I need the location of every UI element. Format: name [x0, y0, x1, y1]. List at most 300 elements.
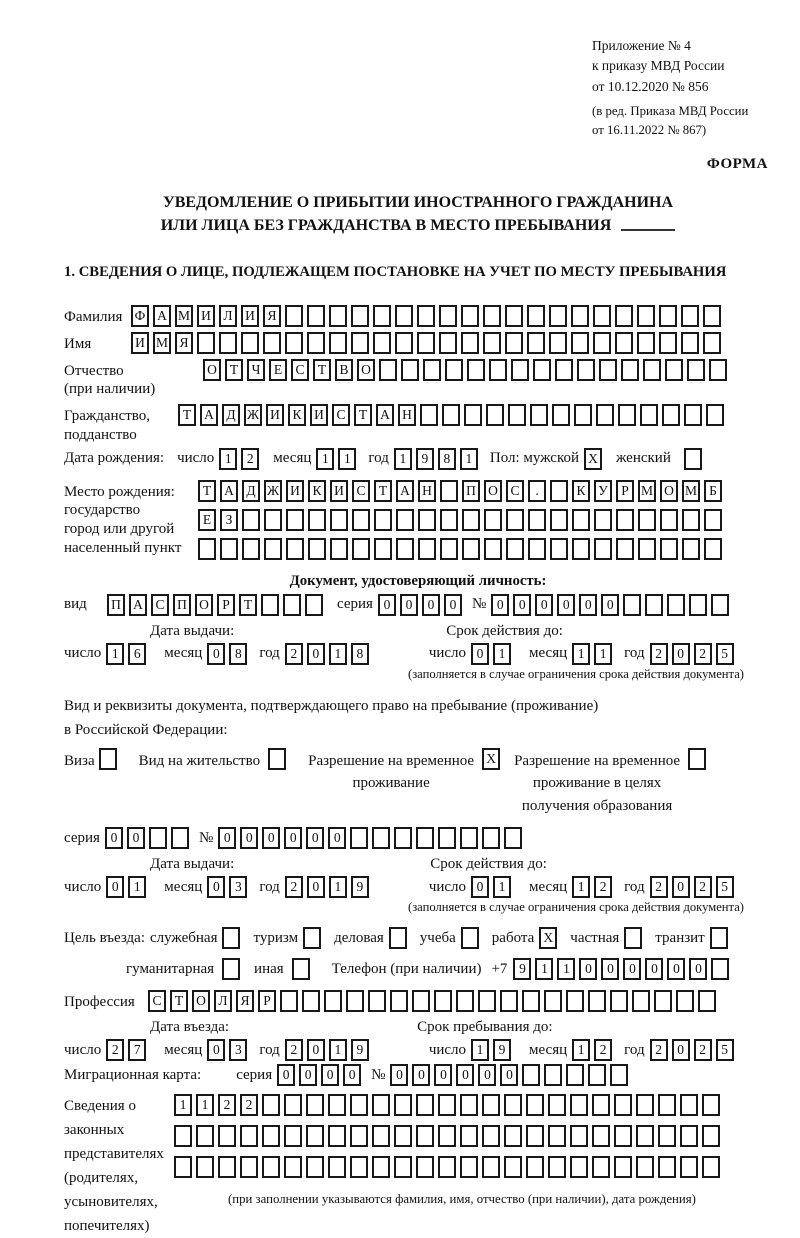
cell[interactable]: [482, 827, 500, 849]
cell[interactable]: [526, 1156, 544, 1178]
cell[interactable]: [703, 332, 721, 354]
cell[interactable]: Р: [616, 480, 634, 502]
cell[interactable]: 2: [694, 876, 712, 898]
cell[interactable]: [688, 748, 706, 770]
cell[interactable]: [632, 990, 650, 1012]
cell[interactable]: 0: [500, 1064, 518, 1086]
cell[interactable]: 1: [557, 958, 575, 980]
cell[interactable]: 0: [240, 827, 258, 849]
cell[interactable]: [219, 332, 237, 354]
issue-day-cells[interactable]: [106, 643, 150, 665]
cell[interactable]: 0: [328, 827, 346, 849]
male-checkbox[interactable]: [584, 448, 606, 470]
cell[interactable]: [416, 1125, 434, 1147]
cell[interactable]: 0: [207, 643, 225, 665]
cell[interactable]: [218, 1156, 236, 1178]
cell[interactable]: Р: [258, 990, 276, 1012]
cell[interactable]: [438, 1094, 456, 1116]
cell[interactable]: [373, 332, 391, 354]
cell[interactable]: [220, 538, 238, 560]
issue-month-cells[interactable]: [207, 643, 251, 665]
cell[interactable]: [682, 538, 700, 560]
cell[interactable]: П: [173, 594, 191, 616]
cell[interactable]: [268, 748, 286, 770]
cell[interactable]: Т: [374, 480, 392, 502]
cell[interactable]: [196, 1156, 214, 1178]
cell[interactable]: [460, 1094, 478, 1116]
cell[interactable]: [711, 594, 729, 616]
cell[interactable]: [615, 305, 633, 327]
cell[interactable]: [636, 1125, 654, 1147]
legal-row1-cells[interactable]: [174, 1094, 724, 1116]
cell[interactable]: [704, 509, 722, 531]
cell[interactable]: А: [396, 480, 414, 502]
cell[interactable]: [593, 305, 611, 327]
residence-number-cells[interactable]: [218, 827, 526, 849]
cell[interactable]: [461, 305, 479, 327]
purpose-other-checkbox[interactable]: [292, 958, 314, 980]
cell[interactable]: [592, 1094, 610, 1116]
cell[interactable]: [372, 1125, 390, 1147]
cell[interactable]: 3: [229, 876, 247, 898]
residence-issue-month-cells[interactable]: [207, 876, 251, 898]
cell[interactable]: 2: [594, 876, 612, 898]
cell[interactable]: [615, 332, 633, 354]
cell[interactable]: [306, 1156, 324, 1178]
cell[interactable]: 0: [601, 594, 619, 616]
cell[interactable]: [372, 1094, 390, 1116]
cell[interactable]: [292, 958, 310, 980]
cell[interactable]: [504, 1125, 522, 1147]
cell[interactable]: 0: [456, 1064, 474, 1086]
cell[interactable]: 2: [106, 1039, 124, 1061]
cell[interactable]: С: [506, 480, 524, 502]
cell[interactable]: [506, 538, 524, 560]
cell[interactable]: [482, 1125, 500, 1147]
cell[interactable]: [439, 305, 457, 327]
cell[interactable]: [572, 538, 590, 560]
cell[interactable]: [263, 332, 281, 354]
cell[interactable]: К: [572, 480, 590, 502]
cell[interactable]: [570, 1125, 588, 1147]
cell[interactable]: [308, 538, 326, 560]
cell[interactable]: 1: [174, 1094, 192, 1116]
valid-day-cells[interactable]: [471, 643, 515, 665]
cell[interactable]: [484, 538, 502, 560]
valid-month-cells[interactable]: [572, 643, 616, 665]
cell[interactable]: [702, 1156, 720, 1178]
cell[interactable]: О: [195, 594, 213, 616]
cell[interactable]: [197, 332, 215, 354]
cell[interactable]: 1: [106, 643, 124, 665]
cell[interactable]: 0: [307, 876, 325, 898]
cell[interactable]: [306, 1094, 324, 1116]
cell[interactable]: [240, 1125, 258, 1147]
cell[interactable]: [328, 1156, 346, 1178]
cell[interactable]: [614, 1156, 632, 1178]
cell[interactable]: В: [335, 359, 353, 381]
cell[interactable]: [456, 990, 474, 1012]
cell[interactable]: [460, 1156, 478, 1178]
temp-residence-education-checkbox[interactable]: [688, 748, 710, 770]
cell[interactable]: [548, 1156, 566, 1178]
cell[interactable]: [528, 538, 546, 560]
cell[interactable]: 2: [285, 643, 303, 665]
cell[interactable]: [681, 332, 699, 354]
cell[interactable]: [461, 927, 479, 949]
residence-valid-month-cells[interactable]: [572, 876, 616, 898]
cell[interactable]: Я: [236, 990, 254, 1012]
cell[interactable]: Н: [398, 404, 416, 426]
cell[interactable]: [703, 305, 721, 327]
cell[interactable]: 1: [460, 448, 478, 470]
cell[interactable]: И: [131, 332, 149, 354]
cell[interactable]: [588, 990, 606, 1012]
cell[interactable]: [284, 1156, 302, 1178]
cell[interactable]: [643, 359, 661, 381]
cell[interactable]: 0: [672, 876, 690, 898]
cell[interactable]: [676, 990, 694, 1012]
cell[interactable]: А: [220, 480, 238, 502]
cell[interactable]: 1: [471, 1039, 489, 1061]
cell[interactable]: 2: [240, 1094, 258, 1116]
cell[interactable]: X: [584, 448, 602, 470]
cell[interactable]: [550, 480, 568, 502]
cell[interactable]: [462, 538, 480, 560]
cell[interactable]: Ж: [244, 404, 262, 426]
cell[interactable]: 0: [513, 594, 531, 616]
cell[interactable]: [549, 305, 567, 327]
cell[interactable]: 9: [513, 958, 531, 980]
cell[interactable]: [505, 305, 523, 327]
cell[interactable]: [307, 332, 325, 354]
cell[interactable]: Н: [418, 480, 436, 502]
cell[interactable]: [420, 404, 438, 426]
cell[interactable]: [530, 404, 548, 426]
cell[interactable]: [394, 1094, 412, 1116]
cell[interactable]: [637, 305, 655, 327]
cell[interactable]: [659, 332, 677, 354]
cell[interactable]: [484, 509, 502, 531]
cell[interactable]: [638, 538, 656, 560]
cell[interactable]: 2: [650, 876, 668, 898]
cell[interactable]: [222, 927, 240, 949]
cell[interactable]: Л: [214, 990, 232, 1012]
cell[interactable]: [308, 509, 326, 531]
cell[interactable]: [395, 332, 413, 354]
cell[interactable]: [284, 1125, 302, 1147]
cell[interactable]: [566, 1064, 584, 1086]
cell[interactable]: [350, 1094, 368, 1116]
cell[interactable]: 2: [650, 643, 668, 665]
cell[interactable]: Е: [198, 509, 216, 531]
cell[interactable]: [368, 990, 386, 1012]
cell[interactable]: 5: [716, 1039, 734, 1061]
cell[interactable]: 0: [218, 827, 236, 849]
cell[interactable]: И: [241, 305, 259, 327]
cell[interactable]: 6: [128, 643, 146, 665]
cell[interactable]: [636, 1156, 654, 1178]
cell[interactable]: 9: [416, 448, 434, 470]
cell[interactable]: 1: [572, 876, 590, 898]
cell[interactable]: Л: [219, 305, 237, 327]
cell[interactable]: [702, 1094, 720, 1116]
cell[interactable]: 0: [667, 958, 685, 980]
cell[interactable]: [616, 509, 634, 531]
cell[interactable]: [350, 1125, 368, 1147]
cell[interactable]: 1: [535, 958, 553, 980]
cell[interactable]: [374, 538, 392, 560]
cell[interactable]: [504, 1156, 522, 1178]
cell[interactable]: [306, 1125, 324, 1147]
residence-valid-year-cells[interactable]: [650, 876, 738, 898]
cell[interactable]: И: [310, 404, 328, 426]
cell[interactable]: 1: [338, 448, 356, 470]
cell[interactable]: [486, 404, 504, 426]
cell[interactable]: [482, 1156, 500, 1178]
cell[interactable]: А: [129, 594, 147, 616]
cell[interactable]: 0: [491, 594, 509, 616]
cell[interactable]: [218, 1125, 236, 1147]
cell[interactable]: [660, 509, 678, 531]
cell[interactable]: 0: [478, 1064, 496, 1086]
residence-issue-day-cells[interactable]: [106, 876, 150, 898]
cell[interactable]: [596, 404, 614, 426]
cell[interactable]: 1: [329, 1039, 347, 1061]
cell[interactable]: [511, 359, 529, 381]
cell[interactable]: [504, 1094, 522, 1116]
cell[interactable]: 0: [262, 827, 280, 849]
cell[interactable]: Б: [704, 480, 722, 502]
birth-place-row3-cells[interactable]: [198, 538, 726, 560]
cell[interactable]: [286, 538, 304, 560]
cell[interactable]: 1: [572, 643, 590, 665]
cell[interactable]: [640, 404, 658, 426]
cell[interactable]: 1: [594, 643, 612, 665]
cell[interactable]: 1: [493, 876, 511, 898]
cell[interactable]: 0: [321, 1064, 339, 1086]
cell[interactable]: [442, 404, 460, 426]
cell[interactable]: [505, 332, 523, 354]
cell[interactable]: [680, 1156, 698, 1178]
cell[interactable]: [482, 1094, 500, 1116]
cell[interactable]: Т: [239, 594, 257, 616]
cell[interactable]: [330, 538, 348, 560]
cell[interactable]: [709, 359, 727, 381]
cell[interactable]: О: [192, 990, 210, 1012]
cell[interactable]: К: [288, 404, 306, 426]
cell[interactable]: [438, 1125, 456, 1147]
cell[interactable]: 0: [557, 594, 575, 616]
stay-year-cells[interactable]: [650, 1039, 738, 1061]
cell[interactable]: [262, 1125, 280, 1147]
cell[interactable]: [416, 1156, 434, 1178]
cell[interactable]: К: [308, 480, 326, 502]
cell[interactable]: С: [151, 594, 169, 616]
cell[interactable]: [616, 538, 634, 560]
cell[interactable]: [445, 359, 463, 381]
cell[interactable]: 2: [594, 1039, 612, 1061]
cell[interactable]: [478, 990, 496, 1012]
cell[interactable]: [328, 1125, 346, 1147]
cell[interactable]: [372, 1156, 390, 1178]
residence-valid-day-cells[interactable]: [471, 876, 515, 898]
cell[interactable]: [196, 1125, 214, 1147]
cell[interactable]: [401, 359, 419, 381]
cell[interactable]: [438, 827, 456, 849]
purpose-tourism-checkbox[interactable]: [303, 927, 325, 949]
cell[interactable]: [710, 927, 728, 949]
given-name-cells[interactable]: [131, 332, 725, 354]
cell[interactable]: А: [200, 404, 218, 426]
migration-series-cells[interactable]: [277, 1064, 365, 1086]
cell[interactable]: [262, 1156, 280, 1178]
cell[interactable]: [394, 1125, 412, 1147]
cell[interactable]: [533, 359, 551, 381]
cell[interactable]: [346, 990, 364, 1012]
cell[interactable]: [599, 359, 617, 381]
legal-row3-cells[interactable]: [174, 1156, 724, 1178]
birth-place-row2-cells[interactable]: [198, 509, 726, 531]
cell[interactable]: [460, 1125, 478, 1147]
residence-issue-year-cells[interactable]: [285, 876, 373, 898]
cell[interactable]: 0: [307, 643, 325, 665]
cell[interactable]: Т: [313, 359, 331, 381]
cell[interactable]: [638, 509, 656, 531]
cell[interactable]: 0: [378, 594, 396, 616]
cell[interactable]: [665, 359, 683, 381]
cell[interactable]: [667, 594, 685, 616]
cell[interactable]: 0: [127, 827, 145, 849]
cell[interactable]: 0: [299, 1064, 317, 1086]
cell[interactable]: 0: [601, 958, 619, 980]
cell[interactable]: [352, 509, 370, 531]
cell[interactable]: [680, 1094, 698, 1116]
entry-year-cells[interactable]: [285, 1039, 373, 1061]
birth-month-cells[interactable]: [316, 448, 360, 470]
cell[interactable]: И: [266, 404, 284, 426]
cell[interactable]: [350, 1156, 368, 1178]
cell[interactable]: [373, 305, 391, 327]
cell[interactable]: [704, 538, 722, 560]
cell[interactable]: [658, 1125, 676, 1147]
cell[interactable]: 0: [444, 594, 462, 616]
cell[interactable]: 0: [306, 827, 324, 849]
cell[interactable]: [594, 509, 612, 531]
cell[interactable]: [526, 1125, 544, 1147]
cell[interactable]: [283, 594, 301, 616]
cell[interactable]: X: [539, 927, 557, 949]
cell[interactable]: 1: [394, 448, 412, 470]
purpose-work-checkbox[interactable]: [539, 927, 561, 949]
cell[interactable]: [324, 990, 342, 1012]
cell[interactable]: Т: [225, 359, 243, 381]
cell[interactable]: [489, 359, 507, 381]
purpose-study-checkbox[interactable]: [461, 927, 483, 949]
cell[interactable]: [418, 509, 436, 531]
cell[interactable]: [594, 538, 612, 560]
cell[interactable]: Д: [222, 404, 240, 426]
cell[interactable]: М: [638, 480, 656, 502]
cell[interactable]: Р: [217, 594, 235, 616]
cell[interactable]: [680, 1125, 698, 1147]
cell[interactable]: [241, 332, 259, 354]
cell[interactable]: С: [291, 359, 309, 381]
cell[interactable]: [527, 332, 545, 354]
cell[interactable]: [416, 827, 434, 849]
cell[interactable]: [614, 1094, 632, 1116]
cell[interactable]: 0: [284, 827, 302, 849]
cell[interactable]: [396, 538, 414, 560]
cell[interactable]: [528, 509, 546, 531]
cell[interactable]: 0: [105, 827, 123, 849]
cell[interactable]: [303, 927, 321, 949]
cell[interactable]: 8: [229, 643, 247, 665]
cell[interactable]: 5: [716, 876, 734, 898]
cell[interactable]: [684, 448, 702, 470]
cell[interactable]: [508, 404, 526, 426]
cell[interactable]: [440, 480, 458, 502]
cell[interactable]: [698, 990, 716, 1012]
cell[interactable]: [659, 305, 677, 327]
cell[interactable]: 7: [128, 1039, 146, 1061]
citizenship-cells[interactable]: [178, 404, 728, 426]
cell[interactable]: X: [482, 748, 500, 770]
cell[interactable]: [440, 538, 458, 560]
cell[interactable]: 8: [438, 448, 456, 470]
cell[interactable]: 0: [434, 1064, 452, 1086]
cell[interactable]: [394, 1156, 412, 1178]
cell[interactable]: И: [330, 480, 348, 502]
cell[interactable]: [572, 509, 590, 531]
cell[interactable]: [706, 404, 724, 426]
issue-year-cells[interactable]: [285, 643, 373, 665]
cell[interactable]: [416, 1094, 434, 1116]
cell[interactable]: [621, 359, 639, 381]
legal-row2-cells[interactable]: [174, 1125, 724, 1147]
cell[interactable]: [285, 305, 303, 327]
purpose-humanitarian-checkbox[interactable]: [222, 958, 244, 980]
cell[interactable]: [566, 990, 584, 1012]
cell[interactable]: [689, 594, 707, 616]
cell[interactable]: [637, 332, 655, 354]
cell[interactable]: 1: [219, 448, 237, 470]
cell[interactable]: М: [153, 332, 171, 354]
migration-number-cells[interactable]: [390, 1064, 632, 1086]
cell[interactable]: С: [332, 404, 350, 426]
cell[interactable]: 0: [400, 594, 418, 616]
cell[interactable]: [544, 1064, 562, 1086]
cell[interactable]: [379, 359, 397, 381]
cell[interactable]: 1: [196, 1094, 214, 1116]
cell[interactable]: [483, 305, 501, 327]
cell[interactable]: [285, 332, 303, 354]
cell[interactable]: П: [107, 594, 125, 616]
cell[interactable]: [261, 594, 279, 616]
cell[interactable]: [372, 827, 390, 849]
cell[interactable]: [395, 305, 413, 327]
cell[interactable]: [593, 332, 611, 354]
cell[interactable]: П: [462, 480, 480, 502]
cell[interactable]: 0: [672, 1039, 690, 1061]
cell[interactable]: [654, 990, 672, 1012]
visa-checkbox[interactable]: [99, 748, 121, 770]
cell[interactable]: [592, 1125, 610, 1147]
cell[interactable]: [614, 1125, 632, 1147]
cell[interactable]: О: [357, 359, 375, 381]
cell[interactable]: [592, 1156, 610, 1178]
cell[interactable]: 0: [412, 1064, 430, 1086]
